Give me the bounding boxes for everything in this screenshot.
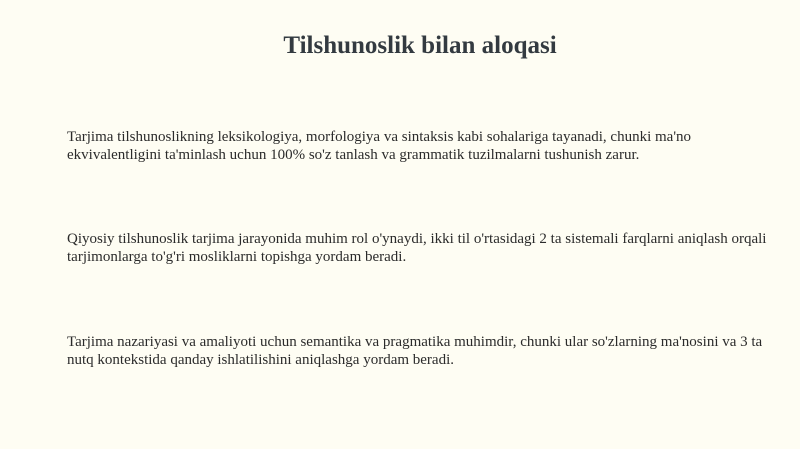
slide-title: Tilshunoslik bilan aloqasi — [283, 32, 557, 59]
paragraph-linguistics-branches: Tarjima tilshunoslikning leksikologiya, morfologiya va sintaksis kabi sohalariga tayanadi, chunki ma'no ekvivalentligini ta'minlash uchun 100% so'z tanlash va grammatik tuzilmalarni tushunish zarur. — [67, 129, 692, 163]
paragraph-comparative-linguistics: Qiyosiy tilshunoslik tarjima jarayonida muhim rol o'ynaydi, ikki til o'rtasidagi 2 ta sistemali farqlarni aniqlash orqali tarjimonlarga to'g'ri mosliklarni topishga yordam beradi. — [67, 231, 767, 265]
paragraph-semantics-pragmatics: Tarjima nazariyasi va amaliyoti uchun semantika va pragmatika muhimdir, chunki ular so'zlarning ma'nosini va 3 ta nutq kontekstida qanday ishlatilishini aniqlashga yordam beradi. — [67, 334, 763, 368]
